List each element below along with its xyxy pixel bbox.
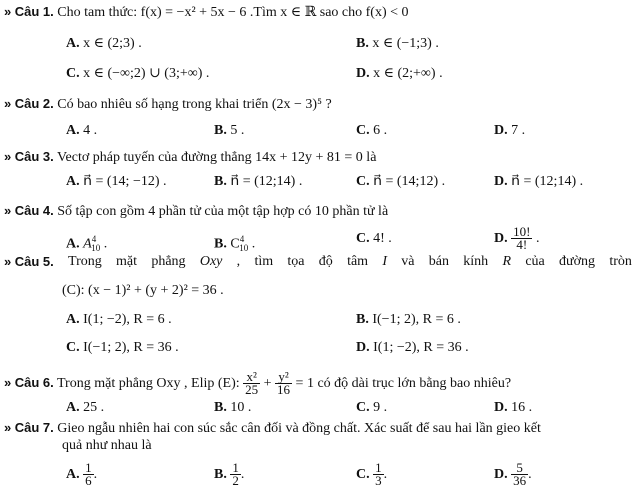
q2-option-a: A. 4 . — [66, 123, 98, 138]
q6-option-a: A. 25 . — [66, 400, 105, 415]
q7-option-a: A. $\frac{1}{6}$ . — [66, 460, 98, 489]
q3-option-d: D. n⃗ = (12;14) . — [494, 174, 584, 189]
question-5: » Câu 5. Trong mặt phẳng Oxy , tìm tọa độ tâm I và bán kính R của đường tròn — [4, 254, 632, 269]
question-7-text-cont: quả như nhau là — [62, 438, 152, 453]
q1-option-c: C. x ∈ (−∞;2) ∪ (3;+∞) . — [66, 66, 210, 81]
question-6-marker: » — [4, 375, 12, 390]
question-6-label: Câu 6. — [14, 375, 54, 390]
q3-option-b: B. n⃗ = (12;14) . — [214, 174, 303, 189]
question-4-marker: » — [4, 203, 12, 218]
q4-option-b: B. $C^4_{10}$ . — [214, 234, 256, 254]
q7-option-d: D. $\frac{5}{36}$ . — [494, 460, 532, 489]
question-1 — [4, 2, 409, 23]
q2-option-b: B. 5 . — [214, 123, 245, 138]
q7-option-c: C. $\frac{1}{3}$ . — [356, 460, 388, 489]
q6-option-d: D. 16 . — [494, 400, 533, 415]
q6-option-b: B. 10 . — [214, 400, 252, 415]
q1-option-d: D. x ∈ (2;+∞) . — [356, 66, 443, 81]
q5-option-a: A. I(1; −2), R = 6 . — [66, 312, 172, 327]
question-5-equation: (C): (x − 1)² + (y + 2)² = 36 . — [62, 283, 224, 298]
q7-option-b: B. $\frac{1}{2}$ . — [214, 460, 245, 489]
question-2 — [4, 94, 332, 115]
q5-option-d: D. I(1; −2), R = 36 . — [356, 340, 469, 355]
q6-option-c: C. 9 . — [356, 400, 388, 415]
q3-option-a: A. n⃗ = (14; −12) . — [66, 174, 167, 189]
q3-option-c: C. n⃗ = (14;12) . — [356, 174, 446, 189]
question-3 — [4, 147, 376, 168]
question-2-marker: » — [4, 96, 12, 111]
question-5-label: Câu 5. — [14, 254, 54, 269]
q5-option-b: B. I(−1; 2), R = 6 . — [356, 312, 461, 327]
question-2-label: Câu 2. — [14, 96, 54, 111]
question-4-text: Số tập con gồm 4 phần tử của một tập hợp có 10 phần tử là — [57, 204, 389, 219]
question-7-marker: » — [4, 420, 12, 435]
q7-d-fraction: $\frac{5}{36}$ — [513, 460, 527, 489]
question-3-text: Vectơ pháp tuyến của đường thẳng 14x + 12y + 81 = 0 là — [57, 150, 377, 165]
question-3-marker: » — [4, 149, 12, 164]
q2-option-c: C. 6 . — [356, 123, 388, 138]
q1-option-b: B. x ∈ (−1;3) . — [356, 36, 439, 51]
question-3-label: Câu 3. — [14, 149, 54, 164]
q5-option-c: C. I(−1; 2), R = 36 . — [66, 340, 179, 355]
question-6: » Câu 6. Trong mặt phẳng Oxy , Elip (E): $\frac{\text{x²}}{25}$ + $\frac{\text{y²}}{16}$ = 1 có độ dài trục lớn bằng bao nhiêu? — [4, 369, 512, 398]
question-1-marker: » — [4, 4, 12, 19]
question-1-label: Câu 1. — [14, 4, 54, 19]
q4-option-d: D. $\frac{10!}{4!}$ . — [494, 224, 540, 253]
q4-option-a: A. $A^4_{10}$ . — [66, 234, 108, 254]
q1-option-a: A. x ∈ (2;3) . — [66, 36, 142, 51]
q6-fraction-x: $\frac{\text{x²}}{25}$ — [245, 369, 259, 398]
question-7-label: Câu 7. — [14, 420, 54, 435]
q4-d-fraction: $\frac{10!}{4!}$ — [513, 224, 531, 253]
q7-b-fraction: $\frac{1}{2}$ — [232, 460, 239, 489]
question-4-label: Câu 4. — [14, 203, 54, 218]
q7-c-fraction: $\frac{1}{3}$ — [375, 460, 382, 489]
q2-option-d: D. 7 . — [494, 123, 526, 138]
question-7-text: Gieo ngẫu nhiên hai con súc sắc cân đối và đồng chất. Xác suất để sau hai lần gieo kết — [57, 421, 541, 436]
question-5-marker: » — [4, 254, 12, 269]
question-1-text: Cho tam thức: f(x) = −x² + 5x − 6 .Tìm x ∈ ℝ sao cho f(x) < 0 — [57, 5, 409, 20]
q6-fraction-y: $\frac{\text{y²}}{16}$ — [277, 369, 291, 398]
q7-a-fraction: $\frac{1}{6}$ — [85, 460, 92, 489]
question-4 — [4, 201, 388, 222]
question-2-text: Có bao nhiêu số hạng trong khai triển (2x − 3)⁵ ? — [57, 97, 332, 112]
q4-option-c: C. 4! . — [356, 231, 392, 246]
